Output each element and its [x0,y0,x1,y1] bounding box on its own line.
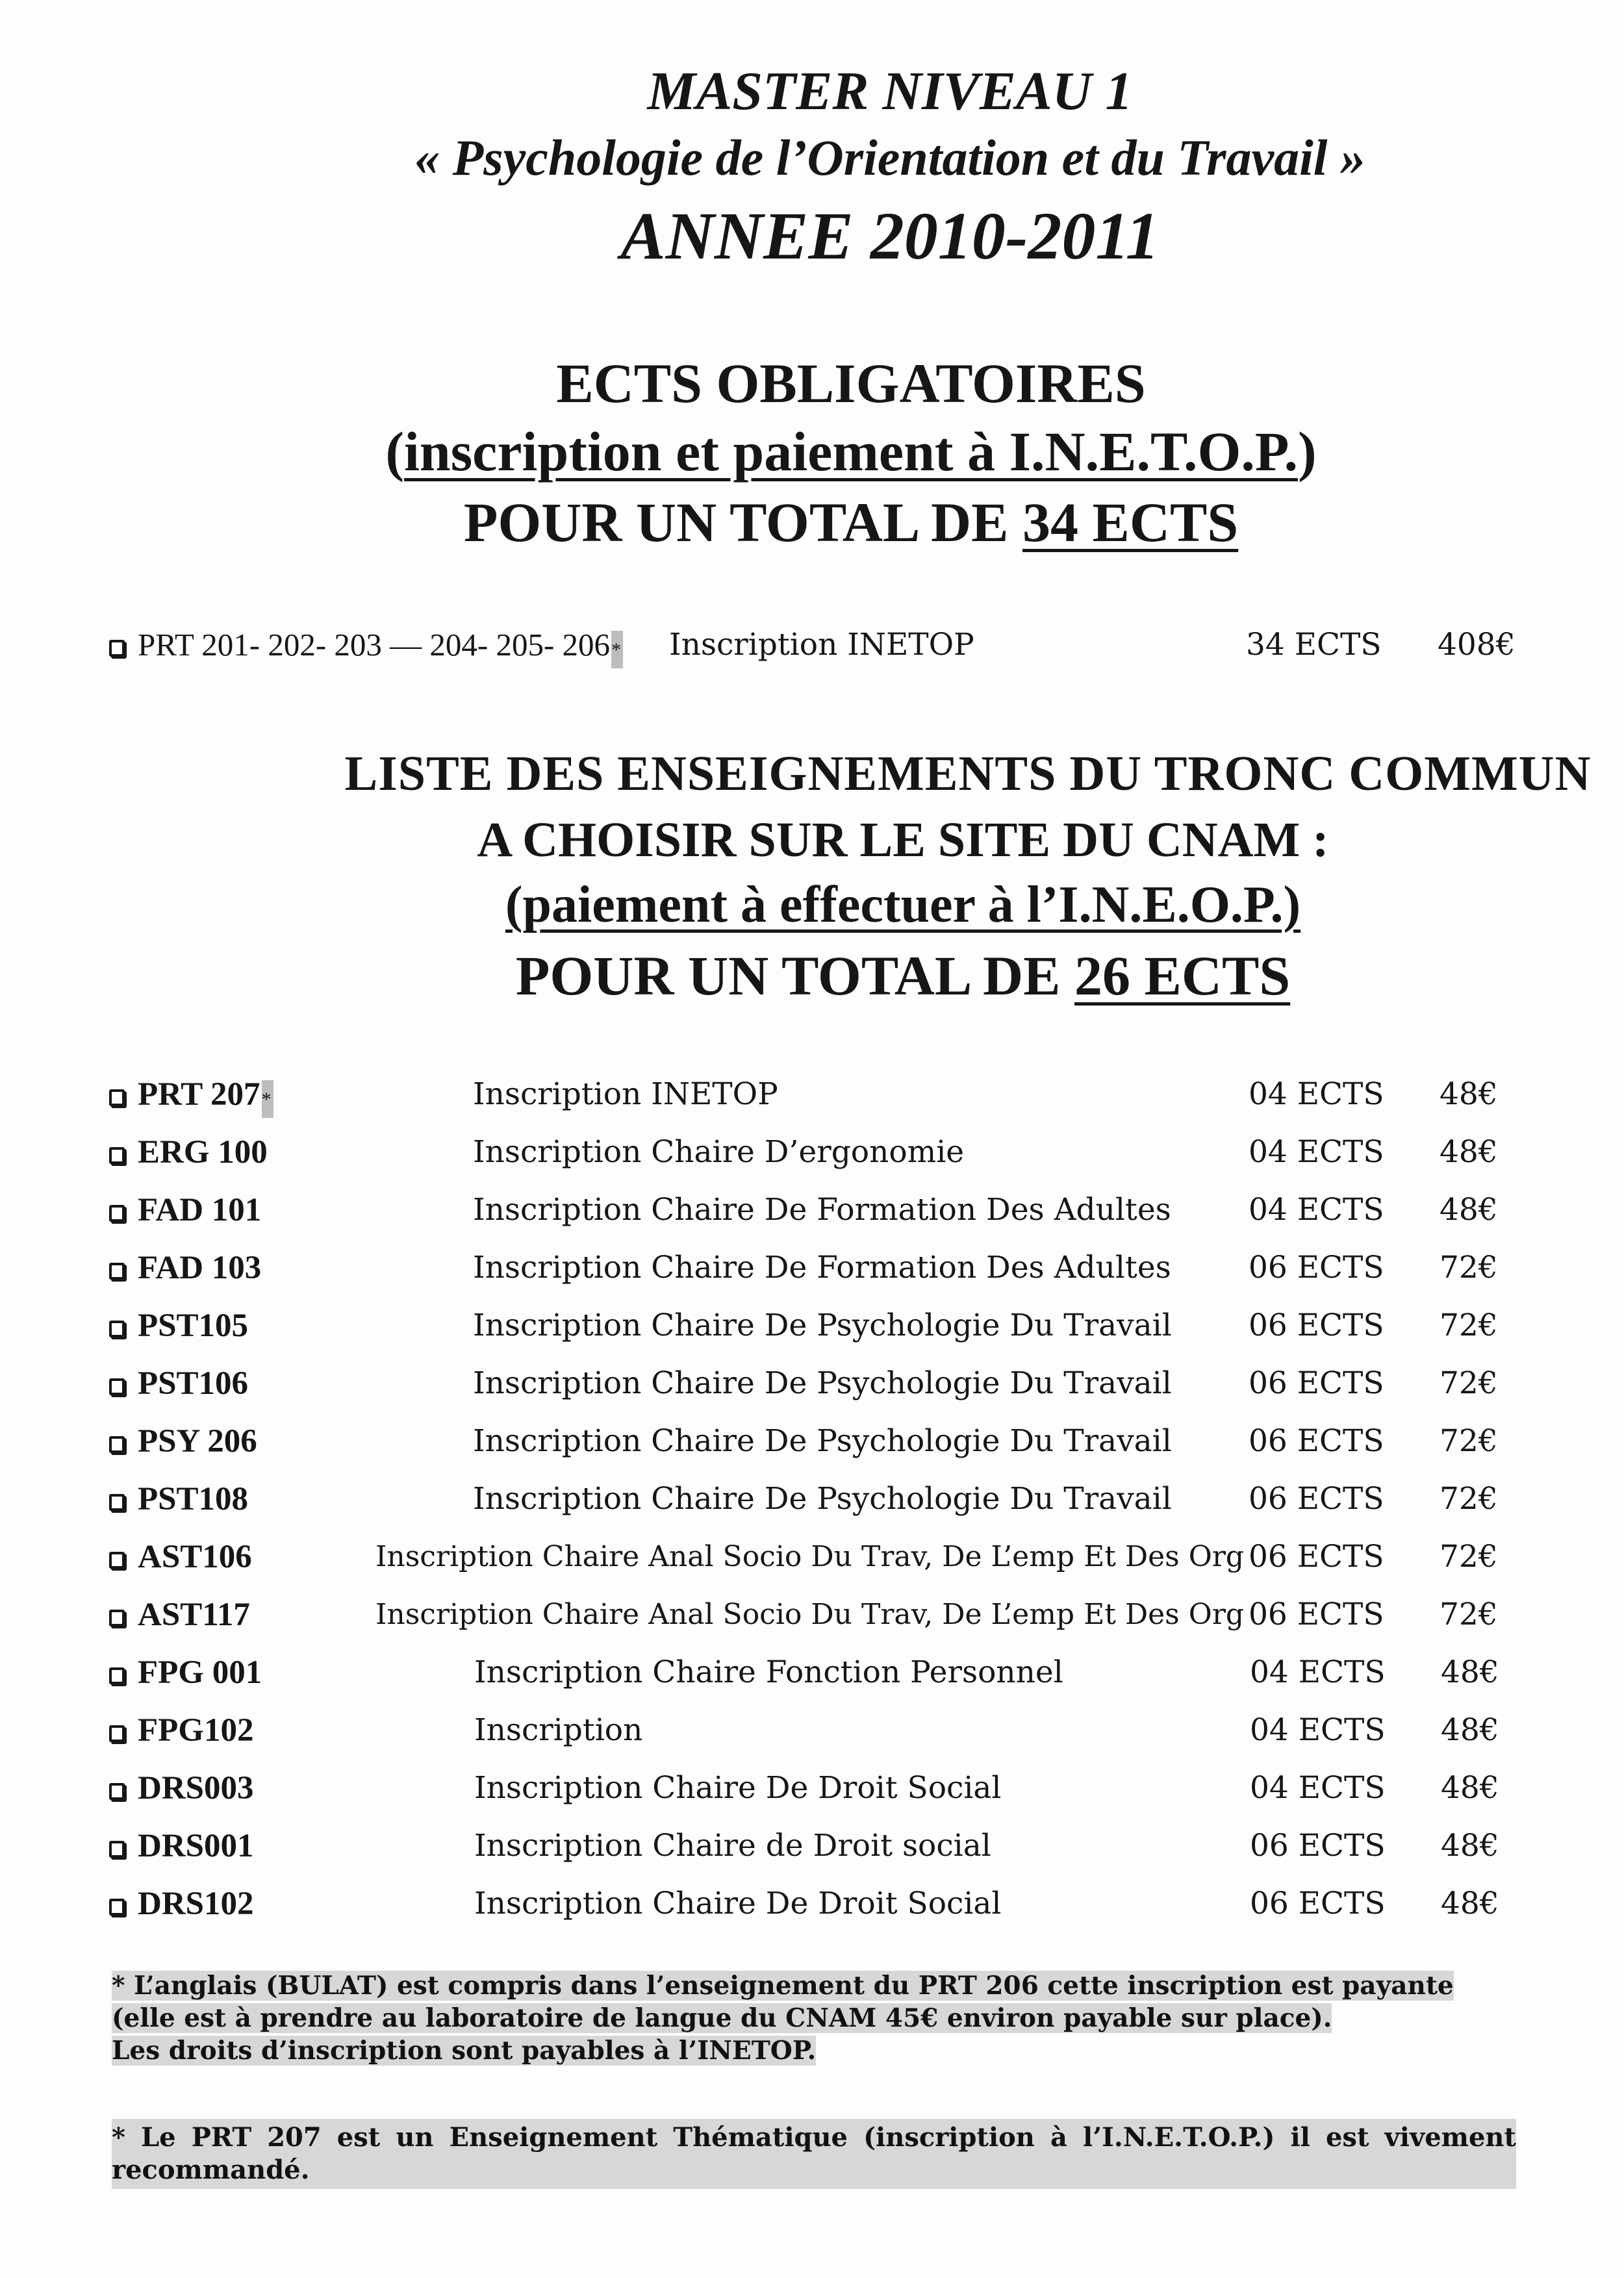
course-label: Inscription Chaire De Formation Des Adultes [473,1250,1171,1285]
note-marker-highlight: * [611,631,623,668]
checkbox-icon[interactable] [109,1205,125,1222]
course-label: Inscription Chaire de Droit social [474,1828,991,1864]
mandatory-ects: 34 ECTS [1246,627,1382,663]
course-row[interactable] [0,1595,1624,1641]
footnote-prt207 [112,2119,1516,2189]
course-row[interactable] [0,1480,1624,1525]
course-ects: 06 ECTS [1249,1308,1384,1343]
course-ects: 06 ECTS [1249,1250,1384,1285]
course-ects: 06 ECTS [1249,1365,1384,1401]
course-label: Inscription Chaire Anal Socio Du Trav, De L’emp Et Des Org [375,1540,1245,1573]
mandatory-course[interactable] [109,626,623,668]
course-ects: 06 ECTS [1249,1423,1384,1459]
checkbox-icon[interactable] [109,1899,125,1916]
course-code: ERG 100 [138,1134,268,1171]
payment-note: (paiement à effectuer à l’I.N.E.O.P.) [505,876,1301,933]
course-price: 48€ [1441,1828,1499,1864]
header-year: ANNEE 2010-2011 [620,199,1160,273]
checkbox-icon[interactable] [109,1436,125,1453]
course-row[interactable] [0,1884,1624,1930]
course-ects: 06 ECTS [1249,1539,1384,1575]
section2-total [0,943,1624,1008]
checkbox-icon[interactable] [109,1552,125,1569]
total-value: 26 ECTS [1074,944,1291,1007]
course-ects: 04 ECTS [1250,1712,1386,1748]
course-code: DRS001 [138,1828,254,1864]
course-code: AST117 [138,1597,250,1633]
course-price: 48€ [1440,1134,1498,1170]
footnote-line: (elle est à prendre au laboratoire de langue du CNAM 45€ environ payable sur place). [112,2003,1332,2033]
course-price: 48€ [1440,1192,1498,1228]
course-price: 48€ [1441,1712,1499,1748]
course-row[interactable] [0,1538,1624,1583]
checkbox-icon[interactable] [109,1610,125,1626]
course-code: AST106 [138,1539,252,1575]
course-price: 48€ [1441,1770,1499,1806]
footnote-line: * Le PRT 207 est un Enseignement Thématique (inscription à l’I.N.E.T.O.P.) il est vivement [112,2122,1516,2153]
course-label: Inscription Chaire De Formation Des Adultes [473,1192,1171,1228]
mandatory-code: PRT 201- 202- 203 — 204- 205- 206 [138,627,611,663]
course-label: Inscription Chaire D’ergonomie [473,1134,965,1170]
course-label: Inscription Chaire Anal Socio Du Trav, De L’emp Et Des Org [375,1598,1245,1631]
course-code: FPG 001 [138,1654,262,1691]
course-ects: 06 ECTS [1249,1597,1384,1632]
total-prefix: POUR UN TOTAL DE [463,491,1022,553]
course-price: 72€ [1440,1423,1498,1459]
course-price: 72€ [1440,1481,1498,1517]
section1-subtitle [0,419,1624,484]
total-value: 34 ECTS [1022,491,1239,553]
section1-title: ECTS OBLIGATOIRES [556,352,1146,414]
course-price: 48€ [1441,1886,1499,1921]
course-row[interactable] [0,1306,1624,1352]
course-label: Inscription Chaire De Psychologie Du Travail [473,1365,1172,1401]
mandatory-label: Inscription INETOP [669,627,974,663]
subtitle-close-paren: ) [1298,420,1317,483]
section2-payment [0,876,1624,935]
course-label: Inscription Chaire De Psychologie Du Travail [473,1481,1172,1517]
section2-subtitle: A CHOISIR SUR LE SITE DU CNAM : [477,813,1329,867]
course-price: 72€ [1440,1308,1498,1343]
course-row[interactable] [0,1769,1624,1814]
course-label: Inscription Chaire De Droit Social [474,1886,1002,1921]
course-ects: 06 ECTS [1250,1828,1386,1864]
course-row[interactable] [0,1191,1624,1236]
course-row[interactable] [0,1248,1624,1294]
checkbox-icon[interactable] [109,1263,125,1280]
course-code: PST106 [138,1365,249,1402]
course-ects: 04 ECTS [1249,1192,1384,1228]
checkbox-icon[interactable] [109,1378,125,1395]
footnote-line: Les droits d’inscription sont payables à l’INETOP. [112,2036,817,2066]
course-code: DRS102 [138,1886,254,1922]
checkbox-icon[interactable] [109,1494,125,1511]
course-label: Inscription INETOP [473,1076,778,1112]
course-row[interactable] [0,1827,1624,1872]
section2-title: LISTE DES ENSEIGNEMENTS DU TRONC COMMUN [344,746,1592,801]
course-ects: 04 ECTS [1249,1134,1384,1170]
course-code: FAD 101 [138,1192,262,1228]
course-code: PRT 207 [138,1076,260,1113]
course-code: PST108 [138,1481,249,1517]
course-row[interactable] [0,1364,1624,1410]
header-level: MASTER NIVEAU 1 [647,61,1133,121]
course-label: Inscription Chaire De Psychologie Du Travail [473,1423,1172,1459]
subtitle-main: inscription et paiement à I.N.E.T.O.P. [403,420,1299,483]
checkbox-icon[interactable] [109,1783,125,1800]
course-code: PSY 206 [138,1423,257,1460]
course-row[interactable] [0,1133,1624,1178]
checkbox-icon[interactable] [109,1147,125,1164]
checkbox-icon[interactable] [109,1667,125,1684]
footnote-english [112,1969,1454,2067]
course-code: PST105 [138,1308,249,1344]
course-ects: 06 ECTS [1250,1886,1386,1921]
header-program: « Psychologie de l’Orientation et du Travail » [414,129,1365,186]
course-label: Inscription Chaire Fonction Personnel [474,1654,1063,1690]
course-row[interactable] [0,1075,1624,1120]
course-label: Inscription Chaire De Psychologie Du Travail [473,1308,1172,1343]
checkbox-icon[interactable] [109,1725,125,1742]
course-code: FPG102 [138,1712,254,1749]
course-ects: 06 ECTS [1249,1481,1384,1517]
note-marker-highlight: * [262,1080,273,1118]
footnote-line: recommandé. [112,2155,310,2185]
course-ects: 04 ECTS [1250,1654,1386,1690]
section1-total [0,490,1624,555]
checkbox-icon[interactable] [109,1841,125,1858]
course-code: DRS003 [138,1770,254,1806]
course-price: 72€ [1440,1365,1498,1401]
footnote-line: * L’anglais (BULAT) est compris dans l’enseignement du PRT 206 cette inscription est payante [112,1971,1454,2001]
mandatory-price: 408€ [1438,627,1516,663]
course-label: Inscription [474,1712,643,1748]
course-ects: 04 ECTS [1250,1770,1386,1806]
course-price: 72€ [1440,1597,1498,1632]
course-row[interactable] [0,1653,1624,1699]
course-price: 48€ [1441,1654,1499,1690]
course-price: 72€ [1440,1539,1498,1575]
checkbox-icon[interactable] [109,640,125,657]
course-price: 72€ [1440,1250,1498,1285]
course-price: 48€ [1440,1076,1498,1112]
course-row[interactable] [0,1422,1624,1467]
course-ects: 04 ECTS [1249,1076,1384,1112]
subtitle-open-paren: ( [385,420,404,483]
total-prefix: POUR UN TOTAL DE [515,944,1074,1007]
course-row[interactable] [0,1711,1624,1756]
checkbox-icon[interactable] [109,1321,125,1337]
course-code: FAD 103 [138,1250,262,1286]
course-label: Inscription Chaire De Droit Social [474,1770,1002,1806]
checkbox-icon[interactable] [109,1089,125,1106]
